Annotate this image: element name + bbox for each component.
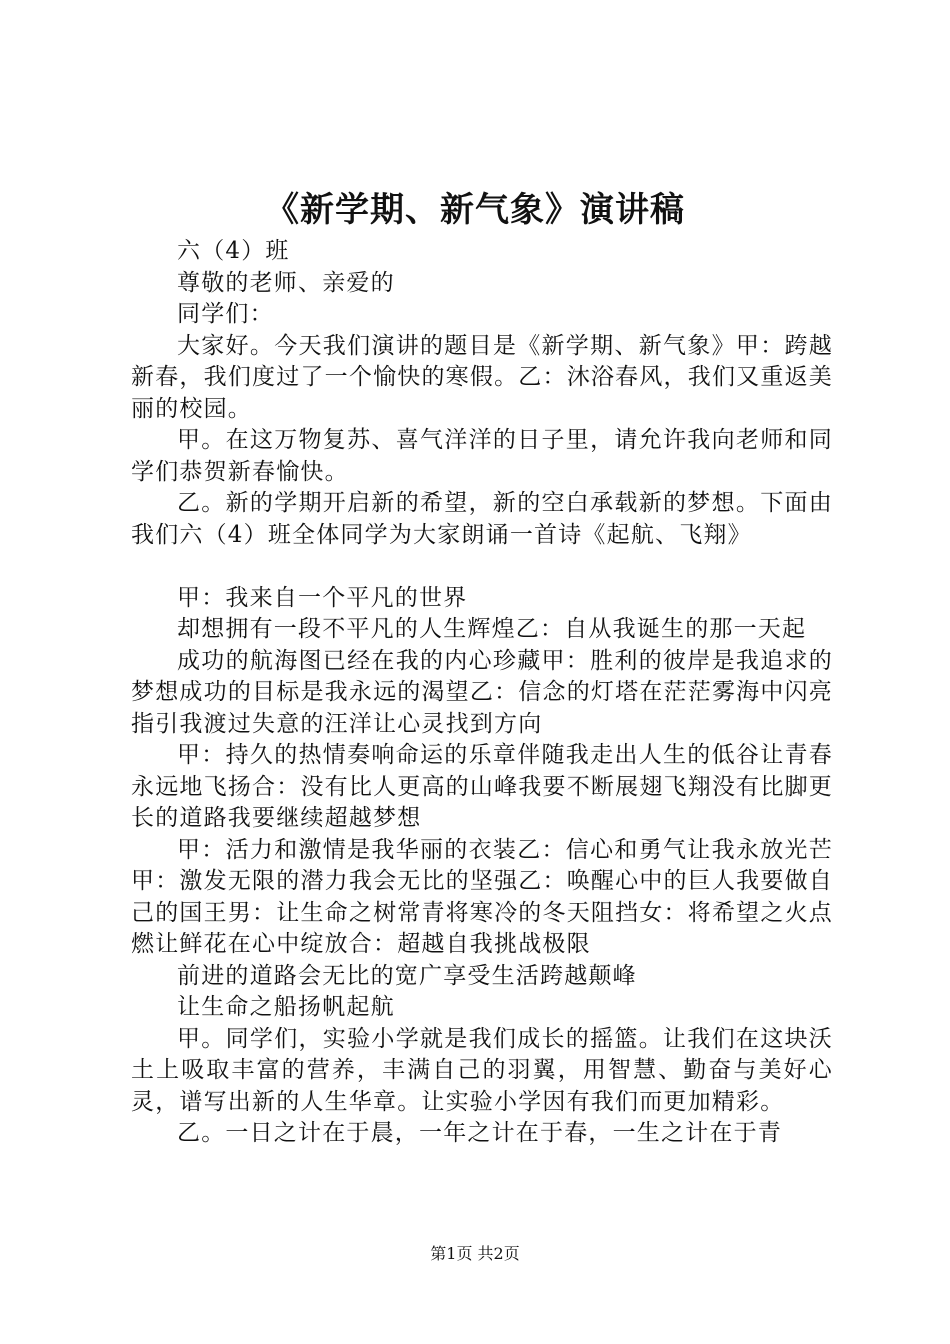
body-paragraph: 甲。同学们，实验小学就是我们成长的摇篮。让我们在这块沃土上吸取丰富的营养，丰满自己的羽翼，用智慧、勤奋与美好心灵，谱写出新的人生华章。让实验小学因有我们而更加精彩。 [131, 1025, 833, 1115]
salutation-line-1: 尊敬的老师、亲爱的 [177, 269, 395, 296]
poem-line: 甲：活力和激情是我华丽的衣装乙：信心和勇气让我永放光芒甲：激发无限的潜力我会无比的坚强乙：唤醒心中的巨人我要做自己的国王男：让生命之树常青将寒冷的冬天阻挡女：将希望之火点燃让鲜花在心中绽放合：超越自我挑战极限 [131, 836, 833, 957]
body-paragraph: 大家好。今天我们演讲的题目是《新学期、新气象》甲：跨越新春，我们度过了一个愉快的寒假。乙：沐浴春风，我们又重返美丽的校园。 [131, 332, 833, 422]
poem-line: 却想拥有一段不平凡的人生辉煌乙：自从我诞生的那一天起 [177, 616, 807, 642]
body-paragraph: 甲。在这万物复苏、喜气洋洋的日子里，请允许我向老师和同学们恭贺新春愉快。 [131, 427, 833, 485]
poem-line: 甲：我来自一个平凡的世界 [177, 584, 468, 611]
page-indicator: 第1页 共2页 [430, 1244, 520, 1263]
document-body [131, 236, 833, 1150]
poem-line: 让生命之船扬帆起航 [177, 994, 395, 1020]
salutation-line-2: 同学们： [177, 301, 274, 327]
class-line: 六（4）班 [177, 238, 290, 264]
document-title: 《新学期、新气象》演讲稿 [265, 190, 685, 230]
poem-line: 成功的航海图已经在我的内心珍藏甲：胜利的彼岸是我追求的梦想成功的目标是我永远的渴望乙：信念的灯塔在茫茫雾海中闪亮指引我渡过失意的汪洋让心灵找到方向 [131, 647, 833, 737]
poem-line: 甲：持久的热情奏响命运的乐章伴随我走出人生的低谷让青春永远地飞扬合：没有比人更高的山峰我要不断展翅飞翔没有比脚更长的道路我要继续超越梦想 [131, 742, 833, 831]
body-paragraph: 乙。新的学期开启新的希望，新的空白承载新的梦想。下面由我们六（4）班全体同学为大家朗诵一首诗《起航、飞翔》 [131, 490, 833, 548]
body-paragraph: 乙。一日之计在于晨，一年之计在于春，一生之计在于青 [177, 1120, 782, 1146]
poem-line: 前进的道路会无比的宽广享受生活跨越颠峰 [177, 962, 637, 989]
